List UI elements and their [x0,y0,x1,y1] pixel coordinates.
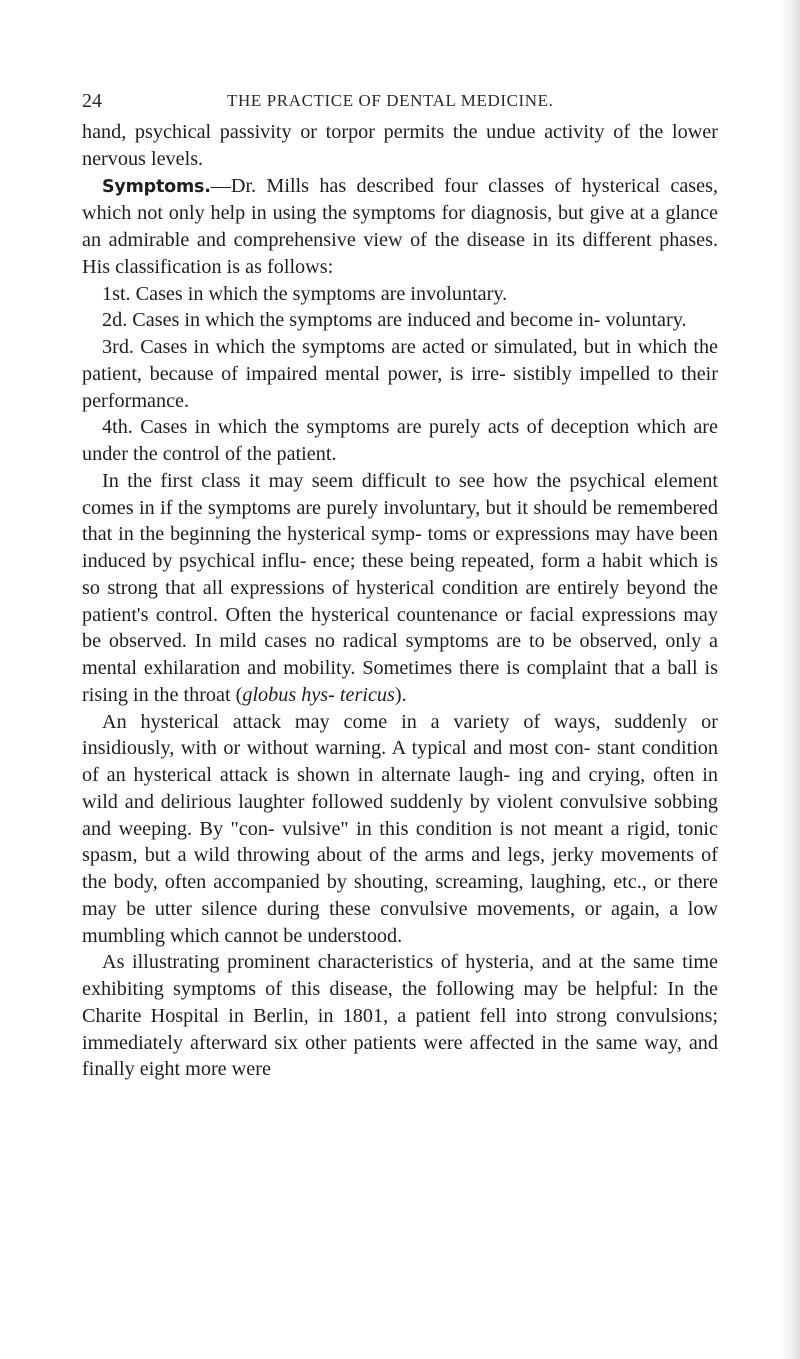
paragraph-first-class-end: ). [394,683,407,706]
list-item-class-2: 2d. Cases in which the symptoms are induced and become in- voluntary. [102,309,687,332]
paragraph-symptoms-text: —Dr. Mills has described four classes of hysterical cases, which not only help in using the symptoms for diagnosis, but give at a glance an admirable and comprehensive view of the disease in its different phases. His classification is as follows: [82,174,718,278]
paragraph-illustration: As illustrating prominent characteristics of hysteria, and at the same time exhibiting symptoms of this disease, the following may be helpful: In the Charite Hospital in Berlin, in 1801, a patient fell into strong convulsions; immediately afterward six other patients were affected in the same way, and finally eight more were [82,951,718,1081]
body-text [82,119,718,1083]
paragraph-first-class [82,468,718,709]
running-title: THE PRACTICE OF DENTAL MEDICINE. [227,91,554,110]
scan-edge-shadow [778,0,800,1359]
running-head [82,90,717,116]
list-item-class-1: 1st. Cases in which the symptoms are involuntary. [102,282,508,305]
section-heading-symptoms: Symptoms. [102,176,211,197]
page-number: 24 [82,90,102,112]
list-item-class-4: 4th. Cases in which the symptoms are purely acts of deception which are under the control of the patient. [82,416,718,465]
paragraph-hysterical-attack: An hysterical attack may come in a variety of ways, suddenly or insidiously, with or without warning. A typical and most con- stant condition of an hysterical attack is shown in alternate laugh- ing and crying, often in wild and delirious laughter followed suddenly by violent convulsive sobbing and weeping. By "con- vulsive" in this condition is not meant a rigid, tonic spasm, but a wild throwing about of the arms and legs, jerky movements of the body, often accompanied by shouting, screaming, laughing, etc., or there may be utter silence during these convulsive movements, or again, a low mumbling which cannot be understood. [82,710,718,947]
globus-hystericus-term: globus hys- tericus [242,683,395,706]
paragraph-symptoms [82,173,718,281]
list-item-class-3: 3rd. Cases in which the symptoms are acted or simulated, but in which the patient, because of impaired mental power, is irre- sistibly impelled to their performance. [82,336,718,412]
paragraph-continuation: hand, psychical passivity or torpor permits the undue activity of the lower nervous levels. [82,121,718,170]
paragraph-first-class-text: In the first class it may seem difficult to see how the psychical element comes in if the symptoms are purely involuntary, but it should be remembered that in the beginning the hysterical symp- toms or expressions may have been induced by psychical influ- ence; these being repeated, form a habit which is so strong that all expressions of hysterical condition are entirely beyond the patient's control. Often the hysterical countenance or facial expressions may be observed. In mild cases no radical symptoms are to be observed, only a mental exhilaration and mobility. Sometimes there is complaint that a ball is rising in the throat ( [82,469,718,706]
